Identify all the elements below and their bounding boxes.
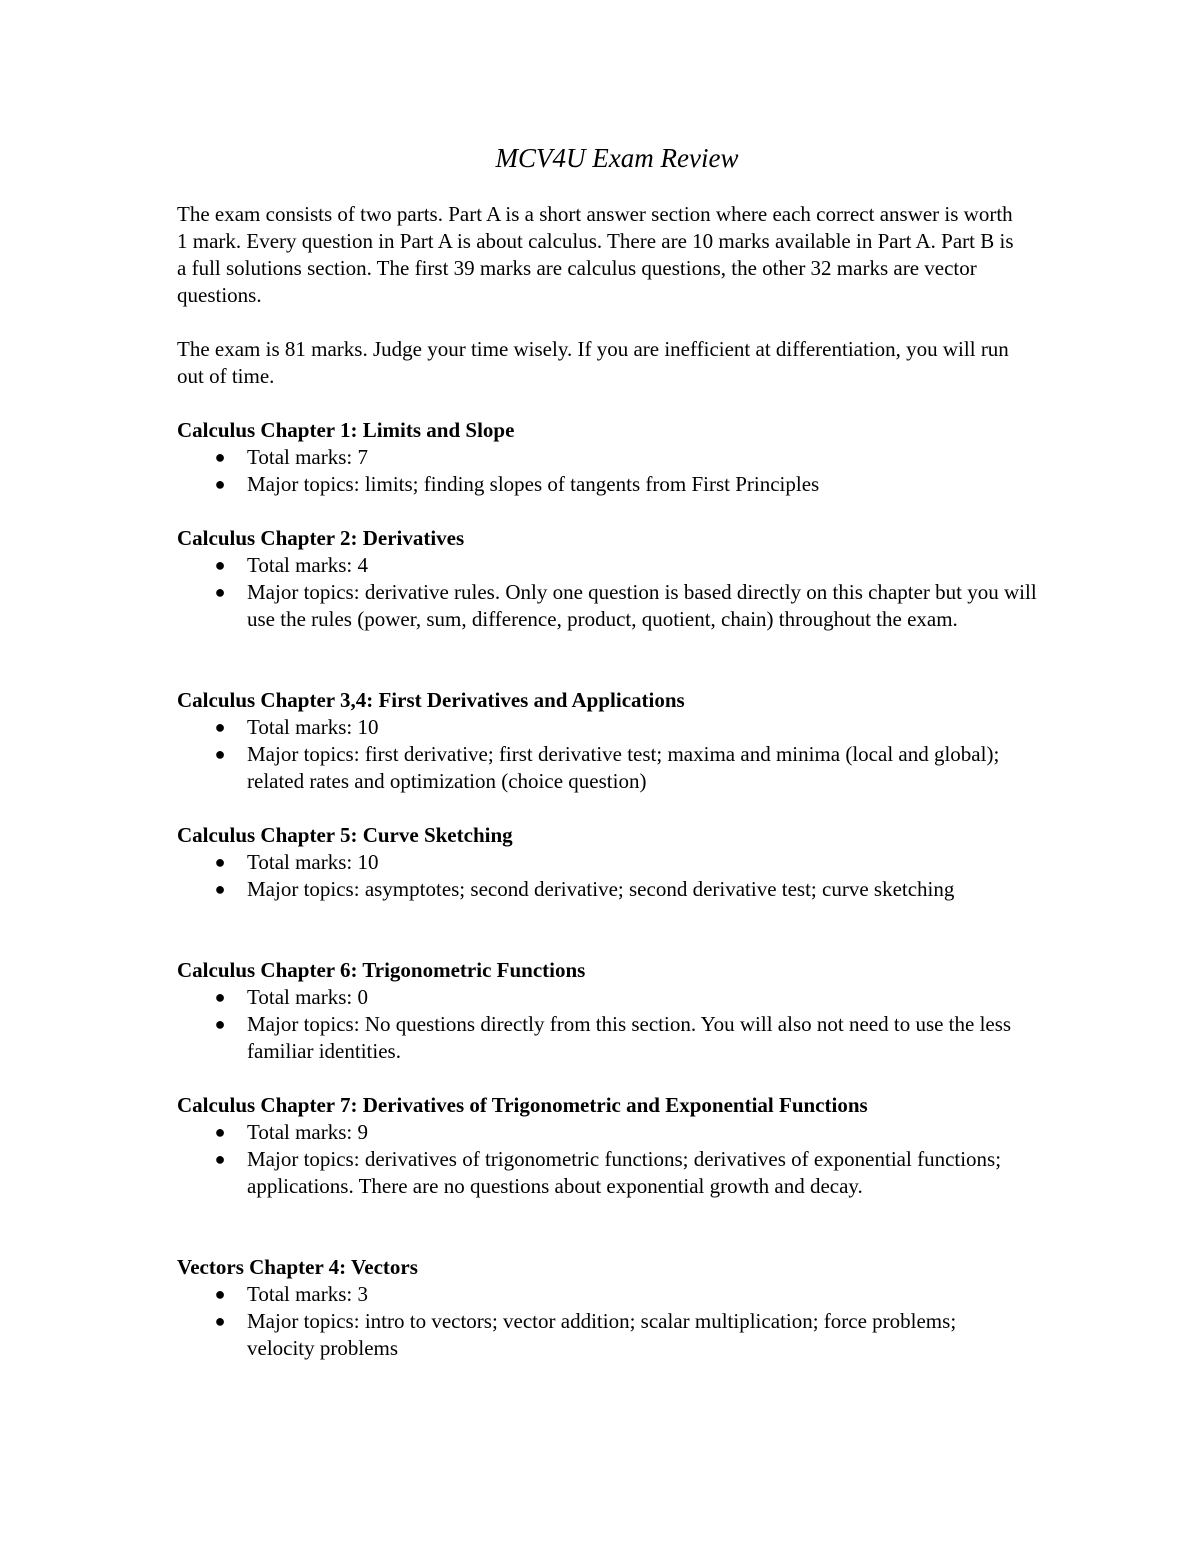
topics-text: Major topics: intro to vectors; vector addition; scalar multiplication; force problems; velocity problems (247, 1309, 957, 1360)
section-heading: Calculus Chapter 6: Trigonometric Functions (177, 958, 586, 982)
section-chapter-2 (177, 525, 1057, 633)
bullet-icon: ● (214, 1149, 226, 1169)
section-list (177, 1119, 1032, 1200)
section-heading: Calculus Chapter 7: Derivatives of Trigonometric and Exponential Functions (177, 1093, 868, 1117)
bullet-icon: ● (214, 474, 226, 494)
list-item (214, 1011, 1027, 1065)
list-item (214, 1281, 1022, 1308)
topics-text: Major topics: asymptotes; second derivative; second derivative test; curve sketching (247, 877, 955, 901)
section-heading: Calculus Chapter 3,4: First Derivatives and Applications (177, 688, 685, 712)
bullet-icon: ● (214, 852, 226, 872)
bullet-icon: ● (214, 1014, 226, 1034)
marks-text: Total marks: 9 (247, 1120, 369, 1144)
bullet-icon: ● (214, 879, 226, 899)
list-item (214, 1146, 1032, 1200)
list-item (214, 1119, 1032, 1146)
marks-text: Total marks: 0 (247, 985, 369, 1009)
topics-text: Major topics: first derivative; first derivative test; maxima and minima (local and global); related rates and optimization (choice question) (247, 742, 1000, 793)
section-chapter-7 (177, 1092, 1057, 1200)
bullet-icon: ● (214, 717, 226, 737)
topics-text: Major topics: derivatives of trigonometric functions; derivatives of exponential functions; applications. There are no questions about exponential growth and decay. (247, 1147, 1002, 1198)
section-chapter-3-4 (177, 687, 1057, 795)
bullet-icon: ● (214, 1311, 226, 1331)
section-list (177, 552, 1037, 633)
intro-paragraph-1 (177, 201, 1057, 309)
intro-text: The exam consists of two parts. Part A is a short answer section where each correct answer is worth 1 mark. Every question in Part A is about calculus. There are 10 marks available in Part A. Part B is a full solutions section. The first 39 marks are calculus questions, the other 32 marks are vector questions. (177, 202, 1014, 307)
section-list (177, 444, 1057, 498)
list-item (214, 1308, 1022, 1362)
intro-paragraph-2 (177, 336, 1057, 390)
bullet-icon: ● (214, 744, 226, 764)
section-vectors-chapter-4 (177, 1254, 1057, 1362)
marks-text: Total marks: 3 (247, 1282, 369, 1306)
bullet-icon: ● (214, 447, 226, 467)
section-chapter-6 (177, 957, 1057, 1065)
list-item (214, 984, 1027, 1011)
topics-text: Major topics: No questions directly from this section. You will also not need to use the less familiar identities. (247, 1012, 1012, 1063)
section-heading: Vectors Chapter 4: Vectors (177, 1255, 418, 1279)
list-item (214, 849, 977, 876)
marks-text: Total marks: 10 (247, 850, 379, 874)
list-item (214, 714, 1027, 741)
bullet-icon: ● (214, 1122, 226, 1142)
section-chapter-5 (177, 822, 1057, 903)
marks-text: Total marks: 4 (247, 553, 369, 577)
section-heading: Calculus Chapter 2: Derivatives (177, 526, 465, 550)
intro-text: The exam is 81 marks. Judge your time wisely. If you are inefficient at differentiation, you will run out of time. (177, 337, 1009, 388)
list-item (214, 471, 1057, 498)
bullet-icon: ● (214, 582, 226, 602)
list-item (214, 579, 1037, 633)
section-list (177, 849, 977, 903)
section-list (177, 714, 1027, 795)
section-heading: Calculus Chapter 5: Curve Sketching (177, 823, 513, 847)
page-title: MCV4U Exam Review (495, 143, 739, 173)
section-heading: Calculus Chapter 1: Limits and Slope (177, 418, 515, 442)
list-item (214, 552, 1037, 579)
topics-text: Major topics: limits; finding slopes of tangents from First Principles (247, 472, 820, 496)
bullet-icon: ● (214, 555, 226, 575)
list-item (214, 741, 1027, 795)
list-item (214, 444, 1057, 471)
marks-text: Total marks: 7 (247, 445, 369, 469)
section-list (177, 984, 1027, 1065)
section-list (177, 1281, 1022, 1362)
bullet-icon: ● (214, 1284, 226, 1304)
section-chapter-1 (177, 417, 1057, 498)
marks-text: Total marks: 10 (247, 715, 379, 739)
bullet-icon: ● (214, 987, 226, 1007)
list-item (214, 876, 977, 903)
topics-text: Major topics: derivative rules. Only one question is based directly on this chapter but you will use the rules (power, sum, difference, product, quotient, chain) throughout the exam. (247, 580, 1037, 631)
